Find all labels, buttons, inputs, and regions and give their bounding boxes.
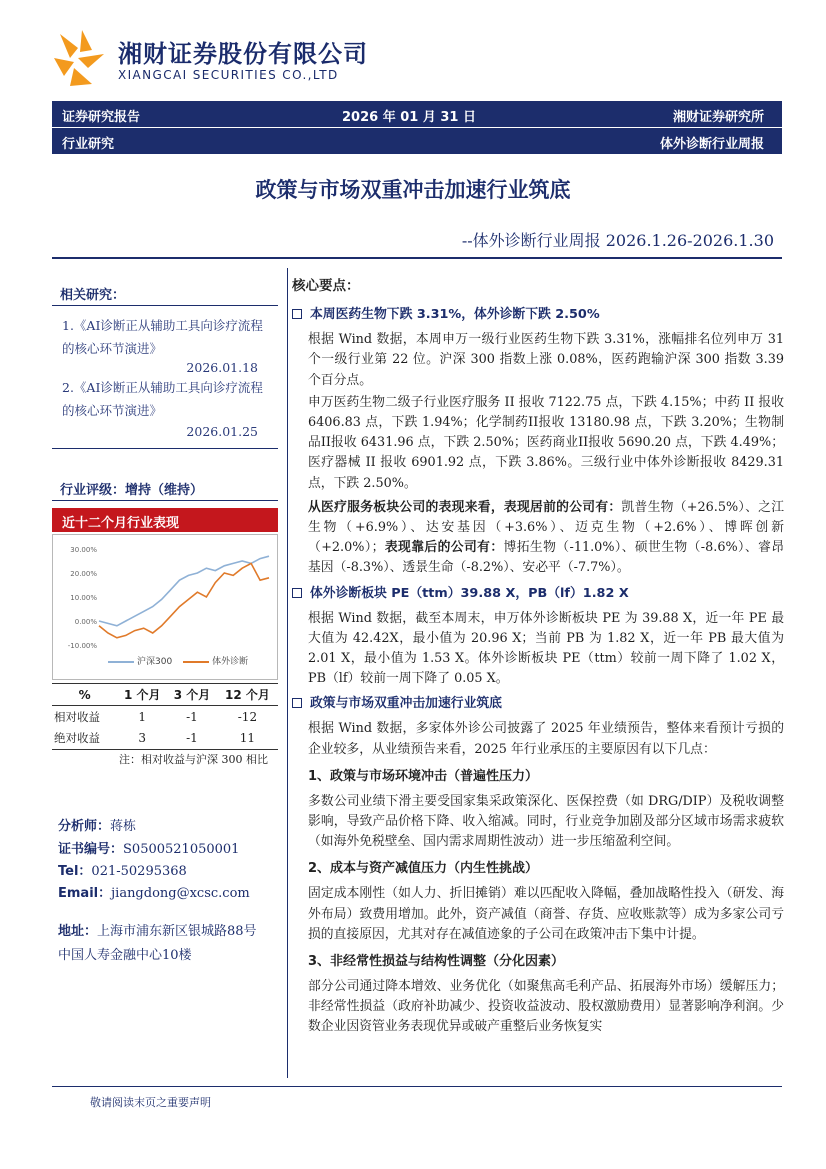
legend-swatch-ivd	[183, 661, 209, 663]
subsection-2-heading: 2、成本与资产减值压力（内生性挑战）	[308, 861, 539, 877]
related-date-2: 2026.01.25	[186, 424, 258, 439]
company-name-cn: 湘财证券股份有限公司	[118, 40, 368, 68]
analyst-address	[58, 920, 283, 968]
report-series: 体外诊断行业周报	[659, 137, 764, 152]
bottom-performers-label: 表现靠后的公司有：	[384, 540, 504, 556]
analyst-tel-value: 021-50295368	[91, 864, 187, 879]
section-1-paragraph-2: 申万医药生物二级子行业医疗服务 II 报收 7122.75 点，下跌 4.15%；中药 II 报收 6406.83 点，下跌 1.94%；化学制药II报收 13180.98 点，下跌 3.20%；生物制品II报收 6431.96 点，下跌 2.50%；医药商业II报收 5690.20 点，下跌 4.49%；医疗器械 II 报收 6901.92 点，下跌 3.86%。三级行业中体外诊断报收 8429.31 点，下跌 2.50%。	[308, 394, 784, 491]
top-performers: 凯普生物（+26.5%）、之江生物（+6.9%）、达安基因（+3.6%）、迈克生物（+2.6%）、博晖创新（+2.0%）；	[308, 499, 784, 556]
section-2-paragraph: 根据 Wind 数据，截至本周末，申万体外诊断板块 PE 为 39.88 X，近一年 PE 最大值为 42.42X，最小值为 20.96 X；当前 PB 为 1.82 X，近一年 PB 最大值为 2.01 X，最小值为 1.53 X。体外诊断板块 PE（ttm）较前一周下降了 1.02 X，PB（lf）较前一周下降了 0.05 X。	[308, 610, 784, 687]
table-header: 3 个月	[167, 684, 217, 706]
series-line-ivd	[99, 563, 269, 637]
subsection-2-paragraph: 固定成本刚性（如人力、折旧摊销）难以匹配收入降幅，叠加战略性投入（研发、海外布局）致费用增加。此外，资产减值（商誉、存货、应收账款等）成为多家公司亏损的直接原因，尤其对存在减值迹象的子公司在政策冲击下集中计提。	[308, 886, 784, 942]
analyst-email-label: Email：	[58, 886, 112, 901]
table-header: %	[52, 684, 117, 706]
document-title: 政策与市场双重冲击加速行业筑底	[255, 178, 571, 202]
analyst-name-label: 分析师：	[58, 819, 111, 834]
analyst-cert-value: S0500521050001	[123, 842, 240, 857]
analyst-name	[58, 815, 136, 834]
analyst-tel-label: Tel：	[58, 864, 92, 879]
performance-title: 近十二个月行业表现	[52, 508, 278, 532]
analyst-cert-label: 证书编号：	[58, 842, 124, 857]
table-header: 12 个月	[217, 684, 278, 706]
rating-divider	[52, 500, 278, 501]
legend-ivd: 体外诊断	[212, 657, 249, 667]
analyst-email-value[interactable]: jiangdong@xcsc.com	[111, 886, 250, 901]
address-line-2: 中国人寿金融中心10楼	[58, 948, 192, 963]
related-date-1: 2026.01.18	[186, 360, 258, 375]
section-1-paragraph-1: 根据 Wind 数据，本周申万一级行业医药生物下跌 3.31%，涨幅排名位列申万 31 个一级行业第 22 位。沪深 300 指数上涨 0.08%，医药跑输沪深 300 指数 3.39 个百分点。	[308, 332, 784, 388]
chart-legend	[108, 654, 248, 667]
subsection-1-heading: 1、政策与市场环境冲击（普遍性压力）	[308, 768, 539, 784]
core-points-title: 核心要点：	[292, 278, 360, 294]
address-line-1: 上海市浦东新区银城路88号	[97, 924, 257, 939]
analyst-cert	[58, 838, 239, 857]
footer-disclaimer[interactable]: 敬请阅读末页之重要声明	[90, 1096, 211, 1109]
legend-swatch-hs300	[108, 661, 134, 663]
analyst-name-value: 蒋栋	[110, 819, 137, 834]
analyst-email	[58, 882, 250, 901]
section-1-heading	[292, 304, 784, 326]
section-3-paragraph: 根据 Wind 数据，多家体外诊公司披露了 2025 年业绩预告，整体来看预计亏损的企业较多，从业绩预告来看，2025 年行业承压的主要原因有以下几点：	[308, 721, 784, 757]
related-item-1[interactable]: 1.《AI诊断正从辅助工具向诊疗流程的核心环节演进》	[62, 318, 263, 356]
related-item-2[interactable]: 2.《AI诊断正从辅助工具向诊疗流程的核心环节演进》	[62, 380, 263, 418]
section-1-paragraph-3	[292, 498, 784, 579]
y-tick-label: 10.00%	[70, 594, 97, 602]
related-research-title: 相关研究：	[60, 288, 126, 303]
table-cell: 11	[217, 728, 278, 750]
section-2-heading-text: 体外诊断板块 PE（ttm）39.88 X，PB（lf）1.82 X	[310, 585, 629, 601]
table-cell: -12	[237, 709, 258, 724]
top-performers-label: 从医疗服务板块公司的表现来看，表现居前的公司有：	[308, 499, 622, 515]
title-divider	[52, 257, 782, 259]
section-3-heading	[292, 693, 784, 715]
table-row	[52, 728, 278, 750]
company-name-en: XIANGCAI SECURITIES CO.,LTD	[118, 68, 339, 82]
performance-table	[52, 683, 278, 750]
table-header-row	[52, 684, 278, 706]
address-label: 地址：	[58, 924, 98, 939]
y-tick-label: 0.00%	[74, 618, 97, 626]
table-cell: -1	[167, 728, 217, 750]
document-subtitle: --体外诊断行业周报 2026.1.26-2026.1.30	[461, 231, 774, 250]
table-cell: 1	[138, 709, 147, 724]
report-date: 2026 年 01 月 31 日	[342, 110, 476, 125]
y-tick-label: -10.00%	[67, 642, 97, 650]
column-divider	[287, 268, 288, 1078]
report-type: 证券研究报告	[62, 110, 141, 125]
legend-hs300: 沪深300	[137, 657, 173, 667]
table-cell: 绝对收益	[52, 728, 117, 750]
subsection-1-paragraph: 多数公司业绩下滑主要受国家集采政策深化、医保控费（如 DRG/DIP）及税收调整影响，导致产品价格下降、收入缩减。同时，行业竞争加剧及部分区域市场需求疲软（如海外免税壁垒、国内需求周期性波动）进一步压缩盈利空间。	[308, 793, 784, 850]
checkbox-bullet-icon	[292, 698, 302, 708]
report-category: 行业研究	[62, 137, 115, 152]
footer-divider	[52, 1086, 782, 1087]
company-logo	[52, 28, 108, 88]
related-bottom-divider	[52, 448, 278, 449]
bottom-performers: 博拓生物（-11.0%）、硕世生物（-8.6%）、睿昂基因（-8.3%）、透景生命（-8.2%）、安必平（-7.7%）。	[308, 540, 785, 576]
analyst-tel	[58, 860, 187, 879]
y-tick-label: 20.00%	[70, 570, 97, 578]
header-bar-2	[52, 128, 782, 154]
table-note: 注：相对收益与沪深 300 相比	[119, 753, 268, 766]
related-divider	[52, 305, 278, 306]
subsection-3-paragraph: 部分公司通过降本增效、业务优化（如聚焦高毛利产品、拓展海外市场）缓解压力；非经常性损益（政府补助减少、投资收益波动、股权激励费用）显著影响净利润。少数企业因资管业务表现优异或破产重整后业务恢复实	[308, 979, 784, 1035]
subsection-3-heading: 3、非经常性损益与结构性调整（分化因素）	[308, 954, 565, 970]
table-cell: 3	[117, 728, 167, 750]
y-tick-label: 30.00%	[70, 546, 97, 554]
checkbox-bullet-icon	[292, 588, 302, 598]
table-header: 1 个月	[117, 684, 167, 706]
table-row	[52, 706, 278, 728]
section-3-heading-text: 政策与市场双重冲击加速行业筑底	[310, 696, 502, 712]
table-cell: 相对收益	[54, 709, 100, 724]
industry-rating: 行业评级：增持（维持）	[60, 483, 204, 498]
research-institute: 湘财证券研究所	[672, 110, 764, 125]
table-cell: -1	[186, 709, 198, 724]
section-2-heading	[292, 583, 784, 605]
section-1-heading-text: 本周医药生物下跌 3.31%，体外诊断下跌 2.50%	[310, 307, 600, 323]
header-bar-1	[52, 101, 782, 127]
main-content	[292, 276, 784, 1040]
checkbox-bullet-icon	[292, 309, 302, 319]
